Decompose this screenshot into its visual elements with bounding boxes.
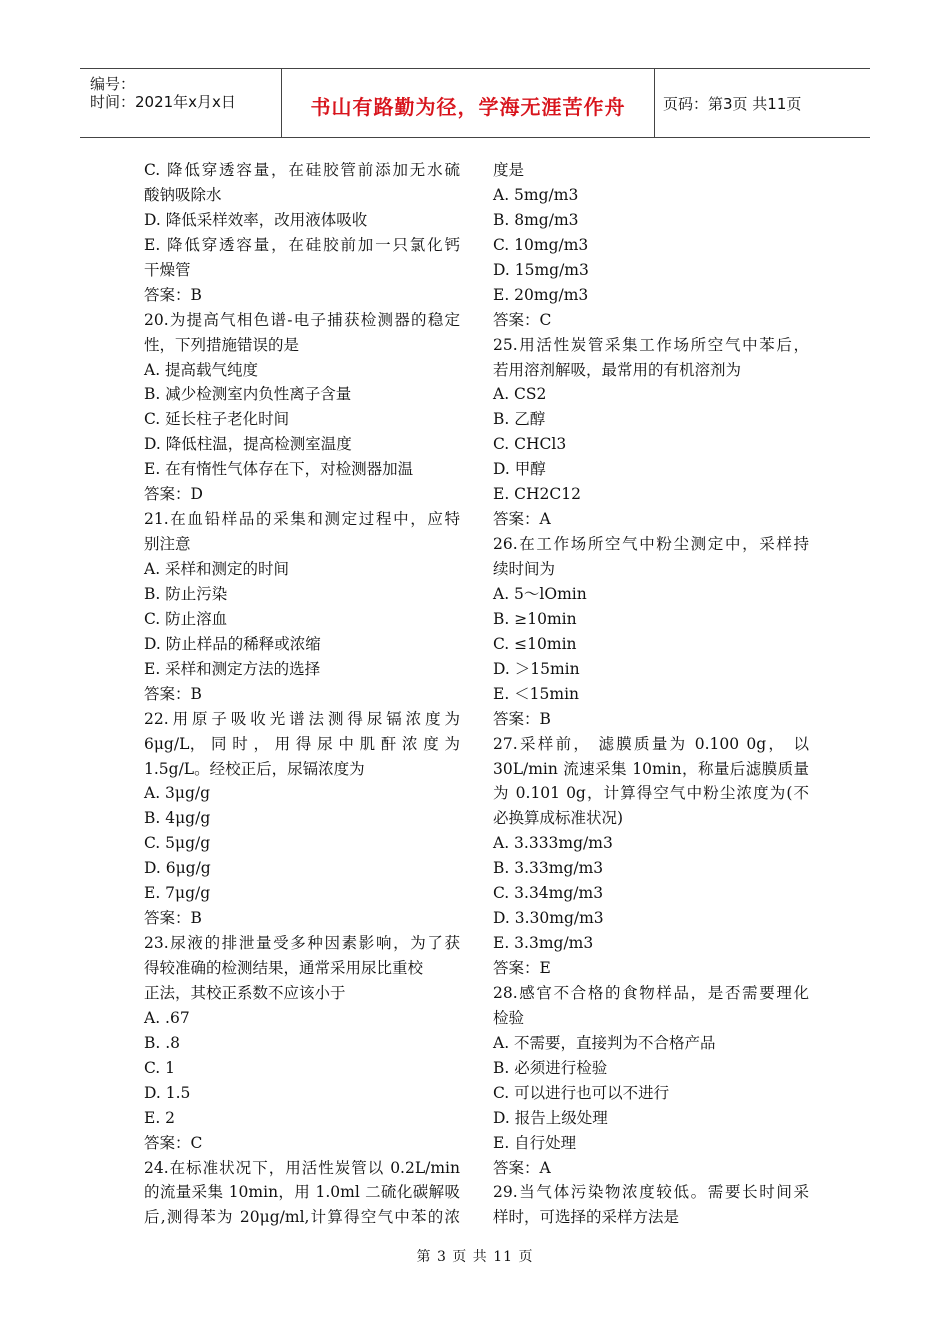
- text-line: D. 3.30mg/m3: [493, 909, 604, 928]
- text-line: 必换算成标准状况): [493, 809, 624, 828]
- header-meta-cell: [80, 69, 280, 137]
- text-line: D. 15mg/m3: [493, 260, 589, 279]
- text-line: C. 1: [144, 1058, 176, 1077]
- text-line: D. 6μg/g: [144, 859, 211, 878]
- right-question-column: [493, 158, 809, 1230]
- text-line: B. 乙醇: [493, 410, 546, 429]
- text-line: D. 降低柱温，提高检测室温度: [144, 435, 352, 454]
- text-line: E. 2: [144, 1108, 176, 1127]
- text-line: 样时，可选择的采样方法是: [493, 1208, 680, 1227]
- left-question-column: [144, 158, 460, 1230]
- text-line: 干燥管: [144, 260, 191, 279]
- text-line: B. 8mg/m3: [493, 210, 579, 229]
- text-line: 酸钠吸除水: [144, 185, 222, 204]
- text-line: D. 甲醇: [493, 460, 546, 479]
- text-line: 续时间为: [493, 560, 556, 578]
- page-footer: 第 3 页 共 11 页: [416, 1249, 534, 1265]
- text-line: 别注意: [144, 535, 191, 554]
- header-motto-cell: [281, 69, 655, 137]
- text-line: E. 自行处理: [493, 1133, 577, 1152]
- text-line: A. 不需要，直接判为不合格产品: [493, 1033, 716, 1052]
- text-line: D. 降低采样效率，改用液体吸收: [144, 210, 368, 229]
- text-line: E. 3.3mg/m3: [493, 934, 594, 953]
- text-line: E. 采样和测定方法的选择: [144, 659, 321, 678]
- text-line: 25.用活性炭管采集工作场所空气中苯后，: [493, 335, 809, 354]
- document-number-label: 编号：: [90, 75, 136, 93]
- header-page-info: 页码：第3页 共11页: [663, 95, 802, 113]
- text-line: 23.尿液的排泄量受多种因素影响，为了获: [144, 934, 460, 953]
- text-line: 为 0.101 0g，计算得空气中粉尘浓度为(不: [493, 784, 809, 803]
- document-date-label: 时间：2021年x月x日: [90, 93, 236, 111]
- text-line: C. 可以进行也可以不进行: [493, 1083, 670, 1102]
- text-line: 答案：B: [144, 285, 202, 304]
- text-line: 若用溶剂解吸，最常用的有机溶剂为: [493, 360, 742, 379]
- text-line: 正法，其校正系数不应该小于: [144, 983, 346, 1002]
- text-line: 答案：D: [144, 485, 203, 504]
- text-line: B. 减少检测室内负性离子含量: [144, 385, 352, 404]
- text-line: 24.在标准状况下，用活性炭管以 0.2L/min: [144, 1158, 460, 1177]
- text-line: A. CS2: [493, 385, 547, 404]
- text-line: 答案：E: [493, 959, 551, 977]
- text-line: B. 4μg/g: [144, 809, 211, 828]
- text-line: 答案：C: [493, 310, 552, 329]
- header-page-cell: [655, 69, 870, 137]
- text-line: C. 防止溶血: [144, 609, 228, 628]
- text-line: 检验: [493, 1008, 525, 1027]
- text-line: B. 必须进行检验: [493, 1058, 608, 1077]
- text-line: C. ≤10min: [493, 634, 577, 653]
- text-line: 性，下列措施错误的是: [144, 335, 300, 354]
- text-line: 29.当气体污染物浓度较低。需要长时间采: [493, 1183, 809, 1202]
- text-line: A. 3μg/g: [144, 784, 211, 803]
- text-line: A. 3.333mg/m3: [493, 834, 613, 853]
- text-line: 的流量采集 10min，用 1.0ml 二硫化碳解吸: [144, 1183, 460, 1202]
- text-line: 28.感官不合格的食物样品，是否需要理化: [493, 983, 809, 1002]
- text-line: B. .8: [144, 1033, 181, 1052]
- text-line: 20.为提高气相色谱-电子捕获检测器的稳定: [144, 310, 460, 329]
- text-line: C. 3.34mg/m3: [493, 884, 604, 903]
- text-line: C. 5μg/g: [144, 834, 211, 853]
- text-line: B. 防止污染: [144, 584, 228, 603]
- text-line: 答案：C: [144, 1133, 203, 1152]
- text-line: D. ＞15min: [493, 659, 580, 678]
- text-line: 答案：B: [493, 709, 551, 728]
- text-line: E. 在有惰性气体存在下，对检测器加温: [144, 460, 414, 479]
- text-line: B. ≥10min: [493, 609, 577, 628]
- text-line: 度是: [493, 161, 525, 179]
- text-line: 22.用原子吸收光谱法测得尿镉浓度为: [144, 709, 460, 728]
- text-line: 6μg/L， 同 时 ， 用 得 尿 中 肌 酐 浓 度 为: [144, 734, 460, 753]
- text-line: A. .67: [144, 1008, 190, 1027]
- text-line: 26.在工作场所空气中粉尘测定中，采样持: [493, 535, 809, 554]
- text-line: E. 降低穿透容量，在硅胶前加一只氯化钙: [144, 235, 460, 254]
- page-header: [80, 68, 870, 138]
- text-line: C. CHCl3: [493, 435, 567, 454]
- text-line: A. 提高载气纯度: [144, 360, 259, 379]
- text-line: 1.5g/L。经校正后，尿镉浓度为: [144, 759, 365, 778]
- text-line: 27.采样前， 滤膜质量为 0.100 0g， 以: [493, 734, 809, 753]
- text-line: E. CH2C12: [493, 485, 581, 504]
- text-line: E. ＜15min: [493, 684, 580, 703]
- text-line: D. 报告上级处理: [493, 1108, 608, 1127]
- text-line: 21.在血铅样品的采集和测定过程中，应特: [144, 510, 460, 529]
- text-line: 30L/min 流速采集 10min，称量后滤膜质量: [493, 759, 809, 778]
- text-line: 后,测得苯为 20μg/ml,计算得空气中苯的浓: [144, 1208, 460, 1227]
- text-line: D. 防止样品的稀释或浓缩: [144, 634, 321, 653]
- text-line: C. 10mg/m3: [493, 235, 589, 254]
- text-line: 答案：A: [493, 1158, 551, 1177]
- text-line: 得较准确的检测结果，通常采用尿比重校: [144, 959, 424, 977]
- text-line: C. 延长柱子老化时间: [144, 410, 290, 429]
- text-line: 答案：A: [493, 510, 551, 529]
- header-motto: 书山有路勤为径，学海无涯苦作舟: [310, 95, 626, 119]
- text-line: C. 降低穿透容量，在硅胶管前添加无水硫: [144, 161, 460, 179]
- text-line: D. 1.5: [144, 1083, 191, 1102]
- text-line: 答案：B: [144, 909, 202, 928]
- text-line: E. 20mg/m3: [493, 285, 589, 304]
- text-line: A. 5～lOmin: [493, 584, 587, 603]
- text-line: A. 5mg/m3: [493, 185, 579, 204]
- text-line: B. 3.33mg/m3: [493, 859, 604, 878]
- text-line: A. 采样和测定的时间: [144, 560, 290, 578]
- text-line: 答案：B: [144, 684, 202, 703]
- text-line: E. 7μg/g: [144, 884, 211, 903]
